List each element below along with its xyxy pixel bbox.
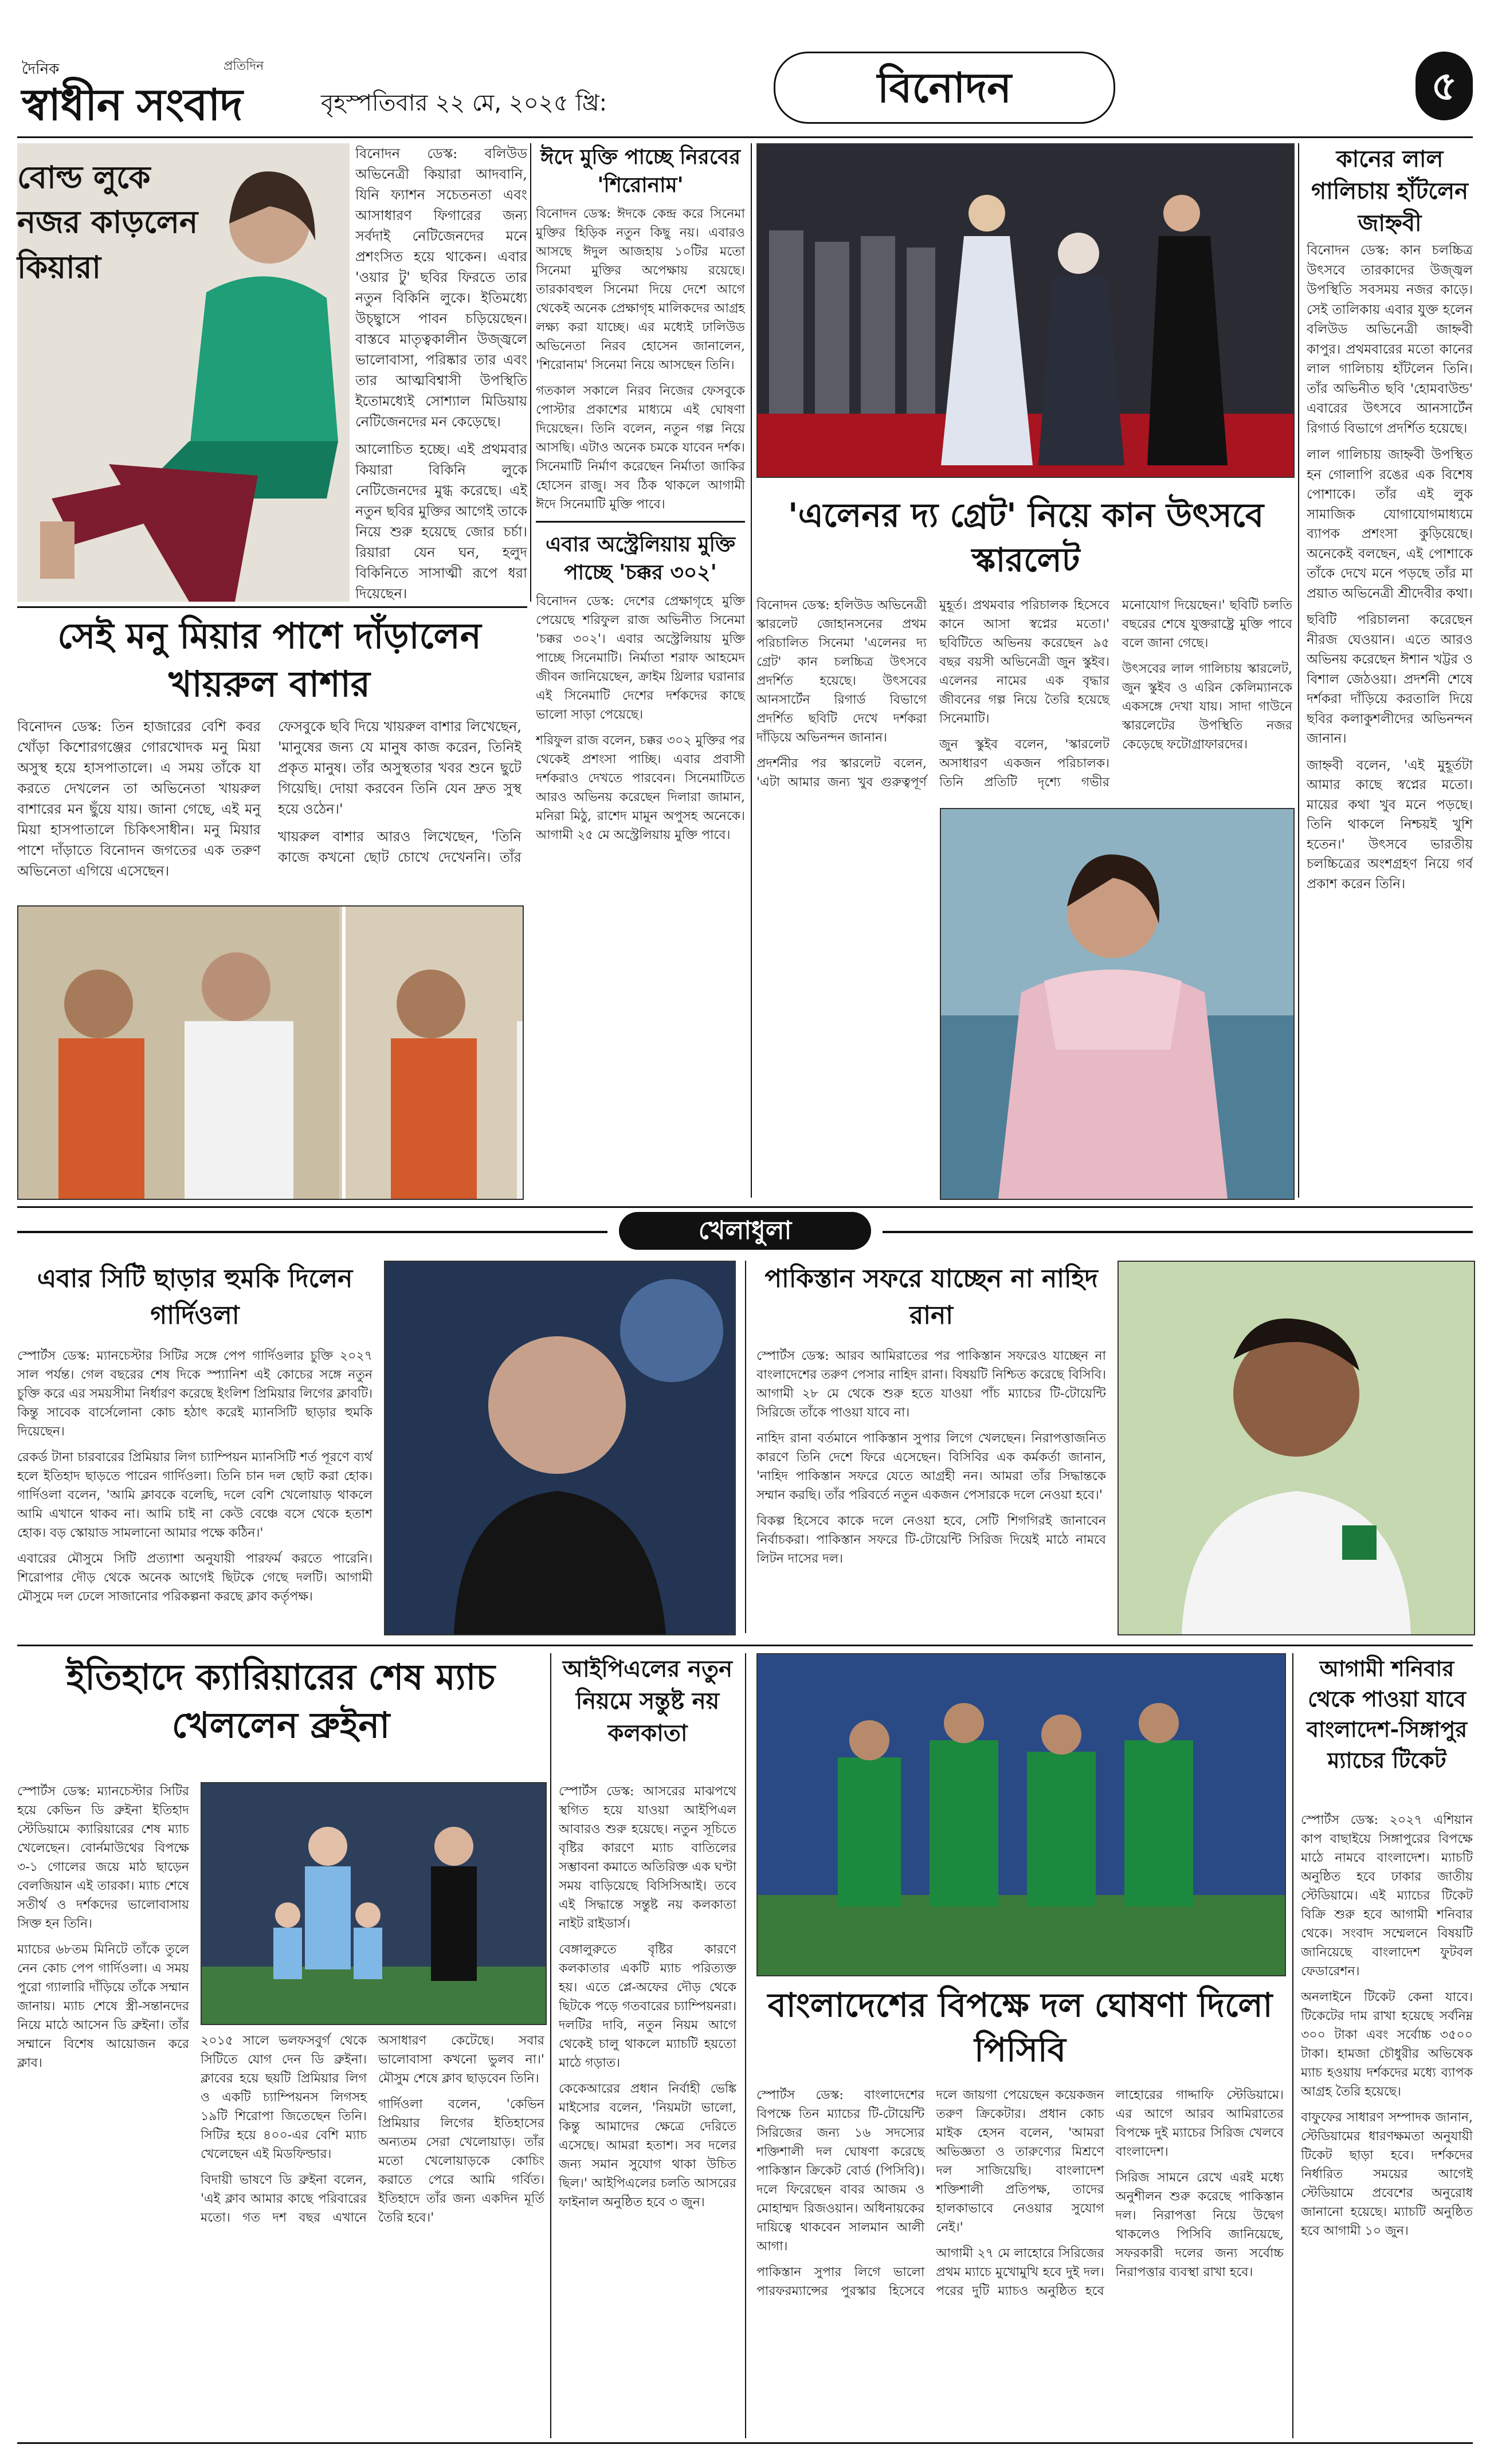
sports-banner-title: খেলাধুলা bbox=[698, 1216, 792, 1245]
janhvi-paragraph: লাল গালিচায় জাহ্নবী উপস্থিত হন গোলাপি রঙের এক বিশেষ পোশাকে। তাঁর এই লুক সামাজিক যোগাযোগমাধ্যমে ব্যাপক প্রশংসা কুড়িয়েছে। অনেকেই বলছেন, এই পোশাকে তাঁকে দেখে মনে পড়ছে তাঁর মা প্রয়াত অভিনেত্রী শ্রীদেবীর কথা। bbox=[1307, 448, 1473, 601]
kdb-paragraph: গার্দিওলা বলেন, 'কেভিন প্রিমিয়ার লিগের ইতিহাসের অন্যতম সেরা খেলোয়াড়। তাঁর মতো খেলোয়াড়কে কোচিং করাতে পেরে আমি গর্বিত। ইতিহাদে তাঁর জন্য একদিন মূর্তি তৈরি হবে।' bbox=[378, 2097, 544, 2225]
red-carpet-illustration bbox=[758, 144, 1293, 477]
page-number: ৫ bbox=[1431, 62, 1457, 109]
pcb-headline: বাংলাদেশের বিপক্ষে দল ঘোষণা দিলো পিসিবি bbox=[767, 1986, 1273, 2070]
column-rule bbox=[751, 143, 752, 1198]
pakistan-team-illustration bbox=[758, 1654, 1285, 1975]
column-rule bbox=[550, 1653, 551, 2438]
sports-banner bbox=[17, 1212, 1473, 1252]
pcb-body bbox=[756, 2086, 1284, 2435]
manu-paragraph: বিনোদন ডেস্ক: তিন হাজারের বেশি কবর খোঁড়া কিশোরগঞ্জের গোরখোদক মনু মিয়া অসুস্থ হয়ে হাসপাতালে। এ সময় তাঁকে যা করতে দেখলেন তা অভিনেতা খায়রুল বাশারের মন ছুঁয়ে যায়। জানা গেছে, এই মনু মিয়া হাসপাতালে চিকিৎসাধীন। মনু মিয়ার পাশে দাঁড়াতে বিনোদন জগতের এক তরুণ অভিনেতা এগিয়ে এসেছেন। bbox=[17, 719, 261, 879]
chakkar-paragraph: বিনোদন ডেস্ক: দেশের প্রেক্ষাগৃহে মুক্তি পেয়েছে শরিফুল রাজ অভিনীত সিনেমা 'চক্কর ৩০২'। এবার অস্ট্রেলিয়ায় মুক্তি পাচ্ছে সিনেমাটি। নির্মাতা শরাফ আহমেদ জীবন জানিয়েছেন, ক্রাইম থ্রিলার ঘরানার এই সিনেমাটি দেশের দর্শকদের কাছে ভালো সাড়া পেয়েছে। bbox=[536, 594, 745, 723]
guardiola-photo bbox=[384, 1261, 736, 1635]
kkr-body bbox=[559, 1782, 736, 2435]
chakkar-paragraph: শরিফুল রাজ বলেন, চক্কর ৩০২ মুক্তির পর থেকেই প্রশংসা পাচ্ছি। এবার প্রবাসী দর্শকরাও দেখতে পারবেন। সিনেমাটিতে আরও অভিনয় করেছেন দিলারা জামান, মনিরা মিঠু, রাশেদ মামুন অপুসহ অনেকে। আগামী ২৫ মে অস্ট্রেলিয়ায় মুক্তি পাবে। bbox=[536, 733, 745, 843]
scarlett-body bbox=[756, 596, 1292, 802]
hospital-visit-illustration bbox=[18, 907, 524, 1199]
masthead bbox=[17, 40, 1473, 138]
kiara-paragraph: আলোচিত হচ্ছে। এই প্রথমবার কিয়ারা বিকিনি লুকে নেটিজেনদের মুগ্ধ করেছে। এই নতুন ছবির মুক্তির আগেই তাকে নিয়ে শুরু হয়েছে জোর চর্চা। রিয়ারা যেন ঘন, হলুদ বিকিনিতে সাসাত্মী রূপে ধরা দিয়েছেন। bbox=[355, 441, 527, 602]
section-rule bbox=[17, 606, 527, 608]
kdb-body bbox=[17, 1782, 189, 2435]
sports-row-rule bbox=[17, 1645, 1473, 1646]
kkr-paragraph: বেঙ্গালুরুতে বৃষ্টির কারণে কলকাতার একটি ম্যাচ পরিত্যক্ত হয়। এতে প্লে-অফের দৌড় থেকে ছিটকে পড়ে গতবারের চ্যাম্পিয়নরা। দলটির দাবি, নতুন নিয়ম আগে থেকেই চালু থাকলে ম্যাচটি হয়তো মাঠে গড়াত। bbox=[559, 1943, 736, 2070]
pcb-paragraph: সিরিজ সামনে রেখে এরই মধ্যে অনুশীলন শুরু করেছে পাকিস্তান দল। নিরাপত্তা নিয়ে উদ্বেগ থাকলেও পিসিবি জানিয়েছে, সফরকারী দলের জন্য সর্বোচ্চ নিরাপত্তার ব্যবস্থা রাখা হবে। bbox=[1115, 2171, 1284, 2279]
janhvi-paragraph: ছবিটি পরিচালনা করেছেন নীরজ ঘেওয়ান। এতে আরও অভিনয় করেছেন ঈশান খট্টর ও বিশাল জেঠওয়া। প্রদর্শনী শেষে দর্শকরা দাঁড়িয়ে করতালি দিয়ে ছবির কলাকুশলীদের অভিনন্দন জানান। bbox=[1307, 613, 1473, 746]
column-rule bbox=[1292, 1653, 1293, 2438]
page-number-badge bbox=[1416, 52, 1473, 120]
kdb-paragraph: ম্যাচের ৬৮তম মিনিটে তাঁকে তুলে নেন কোচ পেপ গার্দিওলা। এ সময় পুরো গ্যালারি দাঁড়িয়ে তাঁকে সম্মান জানায়। ম্যাচ শেষে স্ত্রী-সন্তানদের নিয়ে মাঠে আসেন ডি ব্রুইনা। তাঁর সম্মানে বিশেষ আয়োজন করে ক্লাব। bbox=[17, 1943, 189, 2070]
kdb-body-continued bbox=[201, 2031, 544, 2435]
janhvi-body bbox=[1307, 241, 1473, 1192]
manu-paragraph: ফেসবুকে ছবি দিয়ে খায়রুল বাশার লিখেছেন, 'মানুষের জন্য যে মানুষ কাজ করেন, তিনিই প্রকৃত মানুষ। তাঁর অসুস্থতার খবর শুনে ছুটে গিয়েছি। দোয়া করবেন তিনি যেন দ্রুত সুস্থ হয়ে ওঠেন।' bbox=[278, 719, 522, 817]
column-rule bbox=[745, 1653, 746, 2438]
paper-name: স্বাধীন সংবাদ bbox=[22, 79, 242, 130]
banner-line-right bbox=[883, 1231, 1473, 1233]
janhvi-paragraph: জাহ্নবী বলেন, 'এই মুহূর্তটা আমার কাছে স্বপ্নের মতো। মায়ের কথা খুব মনে পড়ছে। তিনি থাকলে নিশ্চয়ই খুশি হতেন।' উৎসবে ভারতীয় চলচ্চিত্রের অংশগ্রহণ নিয়ে গর্ব প্রকাশ করেন তিনি। bbox=[1307, 758, 1473, 892]
guardiola-body bbox=[17, 1347, 372, 1633]
kdb-paragraph: ২০১৫ সালে ভলফসবুর্গ থেকে সিটিতে যোগ দেন ডি ব্রুইনা। ক্লাবের হয়ে ছয়টি প্রিমিয়ার লিগ ও একটি চ্যাম্পিয়নস লিগসহ ১৯টি শিরোপা জিতেছেন তিনি। সিটির হয়ে ৪০০-এর বেশি ম্যাচ খেলেছেন এই মিডফিল্ডার। bbox=[201, 2034, 367, 2161]
column-divider bbox=[536, 521, 745, 523]
tickets-body bbox=[1301, 1811, 1473, 2435]
nahid-headline: পাকিস্তান সফরে যাচ্ছেন না নাহিদ রানা bbox=[764, 1264, 1098, 1330]
nahid-body bbox=[756, 1347, 1106, 1633]
kdb-photo bbox=[201, 1782, 547, 2025]
guardiola-paragraph: রেকর্ড টানা চারবারের প্রিমিয়ার লিগ চ্যাম্পিয়ন ম্যানসিটি শর্ত পূরণে ব্যর্থ হলে ইতিহাদ ছাড়তে পারেন গার্দিওলা। তিনি চান দল ছোট করা হোক। গার্দিওলা বলেন, 'আমি ক্লাবকে বলেছি, দলে বেশি খেলোয়াড় থাকলে আমি এখানে থাকব না। আমি চাই না কেউ বেঞ্চে বসে থেকে হতাশ হোক। বড় স্কোয়াড সামলানো আমার পক্ষে কঠিন।' bbox=[17, 1450, 372, 1540]
nahid-portrait-illustration bbox=[1119, 1262, 1474, 1634]
manu-body bbox=[17, 716, 522, 900]
kdb-paragraph: বিদায়ী ভাষণে ডি ব্রুইনা বলেন, 'এই ক্লাব আমার কাছে পরিবারের মতো। গত দশ বছর এখানে অসাধারণ কেটেছে। সবার ভালোবাসা কখনো ভুলব না।' মৌসুম শেষে ক্লাব ছাড়বেন তিনি। bbox=[201, 2034, 544, 2225]
chakkar-column-headline: এবার অস্ট্রেলিয়ায় মুক্তি পাচ্ছে 'চক্কর ৩০২' bbox=[546, 532, 735, 584]
sports-rule-top bbox=[17, 1206, 1473, 1208]
tickets-headline: আগামী শনিবার থেকে পাওয়া যাবে বাংলাদেশ-সিঙ্গাপুর ম্যাচের টিকেট bbox=[1306, 1655, 1468, 1773]
column-rule bbox=[1298, 143, 1299, 1198]
janhvi-headline: কানের লাল গালিচায় হাঁটলেন জাহ্নবী bbox=[1311, 146, 1468, 237]
nahid-photo bbox=[1118, 1261, 1475, 1635]
kiara-body bbox=[355, 143, 527, 602]
janhvi-paragraph: বিনোদন ডেস্ক: কান চলচ্চিত্র উৎসবে তারকাদের উজ্জ্বল উপস্থিতি সবসময় নজর কাড়ে। সেই তালিকায় এবার যুক্ত হলেন বলিউড অভিনেত্রী জাহ্নবী কাপুর। প্রথমবারের মতো কানের লাল গালিচায় হাঁটলেন তিনি। তাঁর অভিনীত ছবি 'হোমবাউন্ড' এবারের উৎসবে আনসার্টেন রিগার্ড বিভাগে প্রদর্শিত হয়েছে। bbox=[1307, 243, 1473, 436]
guardiola-paragraph: স্পোর্টস ডেস্ক: ম্যানচেস্টার সিটির সঙ্গে পেপ গার্দিওলার চুক্তি ২০২৭ সাল পর্যন্ত। গেল বছরের শেষ দিকে স্প্যানিশ এই কোচের সঙ্গে নতুন চুক্তি করে এর সময়সীমা নির্ধারণ করেছে ইংলিশ প্রিমিয়ার লিগের ক্লাবটি। কিন্তু সাবেক বার্সেলোনা কোচ হঠাৎ করেই ম্যানসিটি ছাড়ার হুমকি দিয়েছেন। bbox=[17, 1349, 372, 1439]
nahid-paragraph: নাহিদ রানা বর্তমানে পাকিস্তান সুপার লিগে খেলছেন। নিরাপত্তাজনিত কারণে তিনি দেশে ফিরে এসেছেন। বিসিবির এক কর্মকর্তা জানান, 'নাহিদ পাকিস্তান সফরে যেতে আগ্রহী নন। আমরা তাঁর সিদ্ধান্তকে সম্মান করছি। তাঁর পরিবর্তে নতুন একজন পেসারকে দলে নেওয়া হবে।' bbox=[756, 1431, 1106, 1502]
janhvi-photo bbox=[940, 808, 1295, 1200]
masthead-tagline: দৈনিক bbox=[22, 61, 60, 78]
tickets-paragraph: অনলাইনে টিকেট কেনা যাবে। টিকেটের দাম রাখা হয়েছে সর্বনিম্ন ৩০০ টাকা এবং সর্বোচ্চ ৩৫০০ টাকা। হামজা চৌধুরীর অভিষেক ম্যাচ হওয়ায় দর্শকদের মধ্যে ব্যাপক আগ্রহ তৈরি হয়েছে। bbox=[1301, 1990, 1473, 2099]
scarlett-paragraph: প্রদর্শনীর পর স্কারলেট বলেন, 'এটা আমার জন্য খুব গুরুত্বপূর্ণ মুহূর্ত। প্রথমবার পরিচালক হিসেবে কানে আসা স্বপ্নের মতো।' ছবিটিতে অভিনয় করেছেন ৯৫ বছর বয়সী অভিনেত্রী জুন স্কুইব। এলেনর নামের এক বৃদ্ধার জীবনের গল্প নিয়ে তৈরি হয়েছে সিনেমাটি। bbox=[756, 598, 1109, 790]
guardiola-headline: এবার সিটি ছাড়ার হুমকি দিলেন গার্দিওলা bbox=[37, 1264, 353, 1330]
scarlett-headline: 'এলেনর দ্য গ্রেট' নিয়ে কান উৎসবে স্কারলেট bbox=[787, 496, 1264, 580]
manu-photo bbox=[17, 905, 524, 1200]
column-rule bbox=[745, 1261, 746, 1633]
scarlett-paragraph: উৎসবের লাল গালিচায় স্কারলেট, জুন স্কুইব ও এরিন কেলিম্যানকে একসঙ্গে দেখা যায়। সাদা গাউনে স্কারলেটের উপস্থিতি নজর কেড়েছে ফটোগ্রাফারদের। bbox=[1122, 662, 1292, 752]
shironam-paragraph: গতকাল সকালে নিরব নিজের ফেসবুকে পোস্টার প্রকাশের মাধ্যমে এই ঘোষণা দিয়েছেন। তিনি বলেন, নতুন গল্প নিয়ে আসছি। এটাও অনেক চমকে যাবেন দর্শক। সিনেমাটি নির্মাণ করেছেন নির্মাতা জাকির হোসেন রাজু। সব ঠিক থাকলে আগামী ঈদে সিনেমাটি মুক্তি পাবে। bbox=[536, 384, 745, 512]
kkr-paragraph: স্পোর্টস ডেস্ক: আসরের মাঝপথে স্থগিত হয়ে যাওয়া আইপিএল আবারও শুরু হয়েছে। নতুন সূচিতে বৃষ্টির কারণে ম্যাচ বাতিলের সম্ভাবনা কমাতে অতিরিক্ত এক ঘণ্টা সময় বাড়িয়েছে বিসিসিআই। তবে এই সিদ্ধান্তে সন্তুষ্ট নয় কলকাতা নাইট রাইডার্স। bbox=[559, 1784, 736, 1931]
kkr-headline: আইপিএলের নতুন নিয়মে সন্তুষ্ট নয় কলকাতা bbox=[562, 1655, 733, 1747]
scarlett-paragraph: জুন স্কুইব বলেন, 'স্কারলেট অসাধারণ একজন পরিচালক। তিনি প্রতিটি দৃশ্যে গভীর মনোযোগ দিয়েছেন।' ছবিটি চলতি বছরের শেষে যুক্তরাষ্ট্রে মুক্তি পাবে বলে জানা গেছে। bbox=[939, 598, 1292, 790]
kdb-farewell-illustration bbox=[202, 1783, 546, 2024]
kiara-paragraph: বিনোদন ডেস্ক: বলিউড অভিনেত্রী কিয়ারা আদবানি, যিনি ফ্যাশন সচেতনতা এবং আসাধারণ ফিগারের জন্য সর্বদাই নেটিজেনদের মনে প্রশংসিত হয়ে থাকেন। এবার 'ওয়ার টু' ছবির ফিরতে তার নতুন বিকিনি লুকে। ইতিমধ্যে উচ্ছ্বাসে পাবন চড়িয়েছেন। বাস্তবে মাতৃত্বকালীন উজ্জ্বলে ভালোবাসা, পরিষ্কার তার এবং তার আত্মবিশ্বাসী উপস্থিতি ইতোমধ্যেই সোশ্যাল মিডিয়ায় নেটিজেনদের মন কেড়েছে। bbox=[355, 146, 527, 430]
janhvi-figure-illustration bbox=[941, 809, 1293, 1199]
sports-banner-box bbox=[619, 1212, 871, 1250]
tickets-paragraph: বাফুফের সাধারণ সম্পাদক জানান, স্টেডিয়ামের ধারণক্ষমতা অনুযায়ী টিকেট ছাড়া হবে। দর্শকদের নির্ধারিত সময়ের আগেই স্টেডিয়ামে প্রবেশের অনুরোধ জানানো হয়েছে। ম্যাচটি অনুষ্ঠিত হবে আগামী ১০ জুন। bbox=[1301, 2110, 1473, 2238]
pcb-paragraph: আগামী ২৭ মে লাহোরে সিরিজের প্রথম ম্যাচে মুখোমুখি হবে দুই দল। পরের দুটি ম্যাচও অনুষ্ঠিত হবে লাহোরের গাদ্দাফি স্টেডিয়ামে। এর আগে আরব আমিরাতের বিপক্ষে দুই ম্যাচের সিরিজ খেলবে বাংলাদেশ। bbox=[936, 2088, 1284, 2298]
scarlett-photo bbox=[756, 143, 1295, 478]
nahid-paragraph: বিকল্প হিসেবে কাকে দলে নেওয়া হবে, সেটি শিগগিরই জানাবেন নির্বাচকরা। পাকিস্তান সফরে টি-টোয়েন্টি সিরিজ দিয়েই মাঠে নামবে লিটন দাসের দল। bbox=[756, 1514, 1106, 1566]
banner-line-left bbox=[17, 1231, 607, 1233]
issue-date: বৃহস্পতিবার ২২ মে, ২০২৫ খ্রি: bbox=[321, 90, 607, 116]
kdb-headline: ইতিহাদে ক্যারিয়ারের শেষ ম্যাচ খেললেন ব্রুইনা bbox=[66, 1656, 495, 1746]
shironam-body bbox=[536, 205, 745, 514]
page-bottom-rule bbox=[17, 2442, 1473, 2444]
tickets-paragraph: স্পোর্টস ডেস্ক: ২০২৭ এশিয়ান কাপ বাছাইয়ে সিঙ্গাপুরের বিপক্ষে মাঠে নামবে বাংলাদেশ। ম্যাচটি অনুষ্ঠিত হবে ঢাকার জাতীয় স্টেডিয়ামে। এই ম্যাচের টিকেট বিক্রি শুরু হবে আগামী শনিবার থেকে। সংবাদ সম্মেলনে বিষয়টি জানিয়েছে বাংলাদেশ ফুটবল ফেডারেশন। bbox=[1301, 1813, 1473, 1979]
masthead-rule bbox=[17, 136, 1473, 138]
pcb-photo bbox=[756, 1653, 1286, 1976]
kdb-paragraph: স্পোর্টস ডেস্ক: ম্যানচেস্টার সিটির হয়ে কেভিন ডি ব্রুইনা ইতিহাদ স্টেডিয়ামে ক্যারিয়ারের শেষ ম্যাচ খেলেছেন। বোর্নমাউথের বিপক্ষে ৩-১ গোলের জয়ে মাঠ ছাড়েন বেলজিয়ান এই তারকা। ম্যাচ শেষে সতীর্থ ও দর্শকদের ভালোবাসায় সিক্ত হন তিনি। bbox=[17, 1784, 189, 1931]
guardiola-paragraph: এবারের মৌসুমে সিটি প্রত্যাশা অনুযায়ী পারফর্ম করতে পারেনি। শিরোপার দৌড় থেকে অনেক আগেই ছিটকে গেছে দলটি। আগামী মৌসুমে দল ঢেলে সাজানোর পরিকল্পনা করছে ক্লাব কর্তৃপক্ষ। bbox=[17, 1552, 372, 1604]
section-title: বিনোদন bbox=[877, 63, 1012, 112]
shironam-paragraph: বিনোদন ডেস্ক: ঈদকে কেন্দ্র করে সিনেমা মুক্তির হিড়িক নতুন কিছু নয়। এবারও আসছে ঈদুল আজহায় ১০টির মতো সিনেমা মুক্তির অপেক্ষায় রয়েছে। তারকাবহুল সিনেমা দিয়ে দেশে আগে থেকেই অনেক প্রেক্ষাগৃহ মালিকদের আগ্রহ লক্ষ্য করা যাচ্ছে। এর মধ্যেই ঢালিউড অভিনেতা নিরব হোসেন জানালেন, 'শিরোনাম' সিনেমা নিয়ে আসছেন তিনি। bbox=[536, 207, 745, 373]
kkr-paragraph: কেকেআরের প্রধান নির্বাহী ভেঙ্কি মাইসোর বলেন, 'নিয়মটা ভালো, কিন্তু আমাদের ক্ষেত্রে দেরিতে এসেছে। আমরা হতাশ। সব দলের জন্য সমান সুযোগ থাকা উচিত ছিল।' আইপিএলের চলতি আসরের ফাইনাল অনুষ্ঠিত হবে ৩ জুন। bbox=[559, 2082, 736, 2210]
pcb-paragraph: পাকিস্তান সুপার লিগে ভালো পারফরম্যান্সের পুরস্কার হিসেবে দলে জায়গা পেয়েছেন কয়েকজন তরুণ ক্রিকেটার। প্রধান কোচ মাইক হেসন বলেন, 'আমরা অভিজ্ঞতা ও তারুণ্যের মিশ্রণে দল সাজিয়েছি। বাংলাদেশ শক্তিশালী প্রতিপক্ষ, তাদের হালকাভাবে নেওয়ার সুযোগ নেই।' bbox=[756, 2088, 1104, 2298]
manu-paragraph: খায়রুল বাশার আরও লিখেছেন, 'তিনি কাজে কখনো ছোট চোখে দেখেননি। তাঁর bbox=[278, 829, 522, 865]
chakkar-body bbox=[536, 592, 745, 845]
column-rule bbox=[530, 143, 531, 602]
nahid-paragraph: স্পোর্টস ডেস্ক: আরব আমিরাতের পর পাকিস্তান সফরেও যাচ্ছেন না বাংলাদেশের তরুণ পেসার নাহিদ রানা। বিষয়টি নিশ্চিত করেছে বিসিবি। আগামী ২৮ মে থেকে শুরু হতে যাওয়া পাঁচ ম্যাচের টি-টোয়েন্টি সিরিজে তাঁকে পাওয়া যাবে না। bbox=[756, 1349, 1106, 1420]
scarlett-paragraph: বিনোদন ডেস্ক: হলিউড অভিনেত্রী স্কারলেট জোহানসনের প্রথম পরিচালিত সিনেমা 'এলেনর দ্য গ্রেট' কান চলচ্চিত্র উৎসবে প্রদর্শিত হয়েছে। উৎসবের আনসার্টেন রিগার্ড বিভাগে প্রদর্শিত ছবিটি দেখে দর্শকরা দাঁড়িয়ে অভিনন্দন জানান। bbox=[756, 598, 927, 745]
kiara-headline: বোল্ড লুকে নজর কাড়লেন কিয়ারা bbox=[17, 159, 198, 285]
center-news-column bbox=[536, 143, 745, 1198]
section-title-box bbox=[774, 52, 1115, 124]
masthead-tagline-2: প্রতিদিন bbox=[223, 59, 264, 73]
shironam-column-headline: ঈদে মুক্তি পাচ্ছে নিরবের 'শিরোনাম' bbox=[540, 145, 741, 197]
pcb-paragraph: স্পোর্টস ডেস্ক: বাংলাদেশের বিপক্ষে তিন ম্যাচের টি-টোয়েন্টি সিরিজের জন্য ১৬ সদস্যের শক্তিশালী দল ঘোষণা করেছে পাকিস্তান ক্রিকেট বোর্ড (পিসিবি)। দলে ফিরেছেন বাবর আজম ও মোহাম্মদ রিজওয়ান। অধিনায়কের দায়িত্বে থাকবেন সালমান আলী আগা। bbox=[756, 2088, 925, 2254]
manu-headline: সেই মনু মিয়ার পাশে দাঁড়ালেন খায়রুল বাশার bbox=[57, 615, 481, 705]
guardiola-portrait-illustration bbox=[385, 1262, 735, 1634]
